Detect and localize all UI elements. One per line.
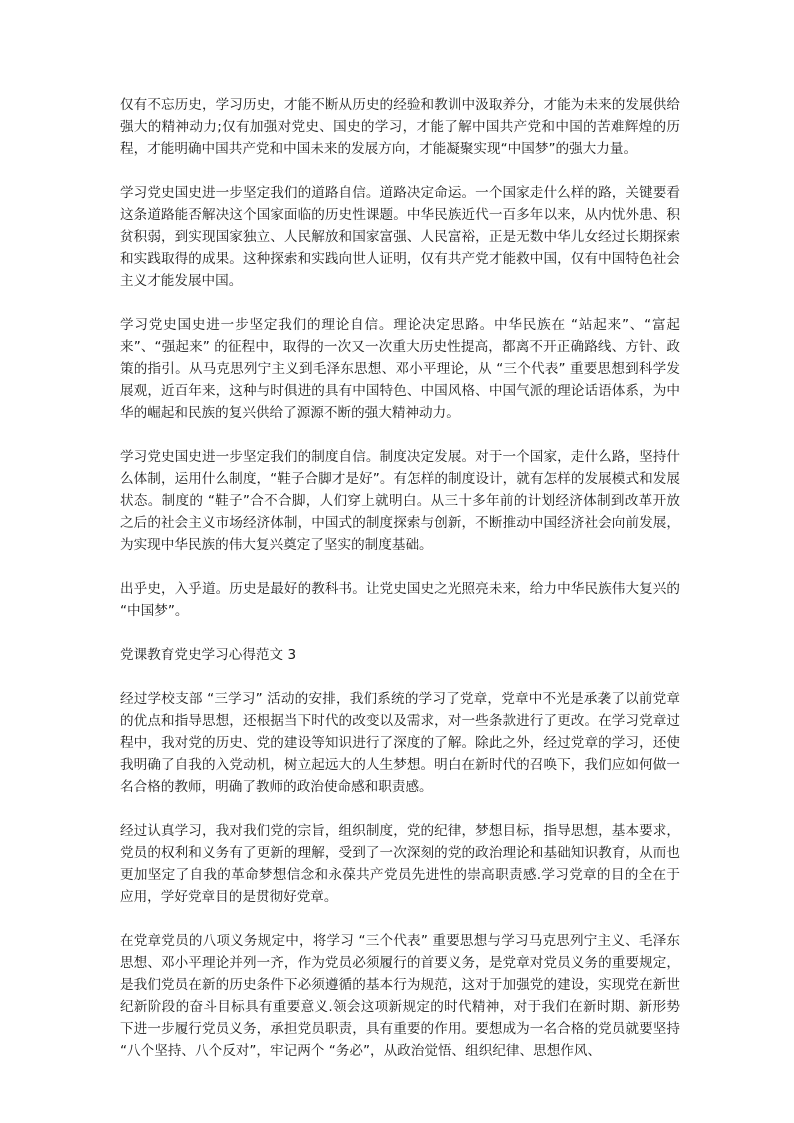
paragraph: 出乎史，入乎道。历史是最好的教科书。让党史国史之光照亮未来，给力中华民族伟大复兴的 “中国梦”。 <box>120 581 680 619</box>
paragraph: 学习党史国史进一步坚定我们的制度自信。制度决定发展。对于一个国家，走什么路，坚持什么体制，运用什么制度，“鞋子合脚才是好”。有怎样的制度设计，就有怎样的发展模式和发展状态。制度的 “鞋子”合不合脚，人们穿上就明白。从三十多年前的计划经济体制到改革开放之后的社会主义市场经济体制，中国式的制度探索与创新，不断推动中国经济社会向前发展，为实现中华民族的伟大复兴奠定了坚实的制度基础。 <box>120 449 680 553</box>
document-body <box>120 94 680 1084</box>
paragraph: 经过学校支部 “三学习” 活动的安排，我们系统的学习了党章，党章中不光是承袭了以前党章的优点和指导思想，还根据当下时代的改变以及需求，对一些条款进行了更改。在学习党章过程中，我对党的历史、党的建设等知识进行了深度的了解。除此之外，经过党章的学习，还使我明确了自我的入党动机，树立起远大的人生梦想。明白在新时代的召唤下，我们应如何做一名合格的教师，明确了教师的政治使命感和职责感。 <box>120 691 680 795</box>
paragraph: 学习党史国史进一步坚定我们的理论自信。理论决定思路。中华民族在 “站起来”、“富起来”、“强起来” 的征程中，取得的一次又一次重大历史性提高，都离不开正确路线、方针、政策的指引。从马克思列宁主义到毛泽东思想、邓小平理论，从 “三个代表” 重要思想到科学发展观，近百年来，这种与时俱进的具有中国特色、中国风格、中国气派的理论话语体系，为中华的崛起和民族的复兴供给了源源不断的强大精神动力。 <box>120 317 680 421</box>
paragraph: 学习党史国史进一步坚定我们的道路自信。道路决定命运。一个国家走什么样的路，关键要看这条道路能否解决这个国家面临的历史性课题。中华民族近代一百多年以来，从内忧外患、积贫积弱，到实现国家独立、人民解放和国家富强、人民富裕，正是无数中华儿女经过长期探索和实践取得的成果。这种探索和实践向世人证明，仅有共产党才能救中国，仅有中国特色社会主义才能发展中国。 <box>120 185 680 289</box>
paragraph: 在党章党员的八项义务规定中，将学习 “三个代表” 重要思想与学习马克思列宁主义、毛泽东思想、邓小平理论并列一齐，作为党员必须履行的首要义务，是党章对党员义务的重要规定，是我们党员在新的历史条件下必须遵循的基本行为规范，这对于加强党的建设，实现党在新世纪新阶段的奋斗目标具有重要意义.领会这项新规定的时代精神，对于我们在新时期、新形势下进一步履行党员义务，承担党员职责，具有重要的作用。要想成为一名合格的党员就要坚持 “八个坚持、八个反对”，牢记两个 “务必”，从政治觉悟、组织纪律、思想作风、 <box>120 933 680 1059</box>
paragraph: 经过认真学习，我对我们党的宗旨，组织制度，党的纪律，梦想目标，指导思想，基本要求，党员的权利和义务有了更新的理解，受到了一次深刻的党的政治理论和基础知识教育，从而也更加坚定了自我的革命梦想信念和永葆共产党员先进性的崇高职责感.学习党章的目的全在于应用，学好党章目的是贯彻好党章。 <box>120 823 680 905</box>
paragraph: 仅有不忘历史，学习历史，才能不断从历史的经验和教训中汲取养分，才能为未来的发展供给强大的精神动力;仅有加强对党史、国史的学习，才能了解中国共产党和中国的苦难辉煌的历程，才能明确中国共产党和中国未来的发展方向，才能凝聚实现“中国梦”的强大力量。 <box>120 97 680 157</box>
section-heading: 党课教育党史学习心得范文 3 <box>120 647 297 663</box>
